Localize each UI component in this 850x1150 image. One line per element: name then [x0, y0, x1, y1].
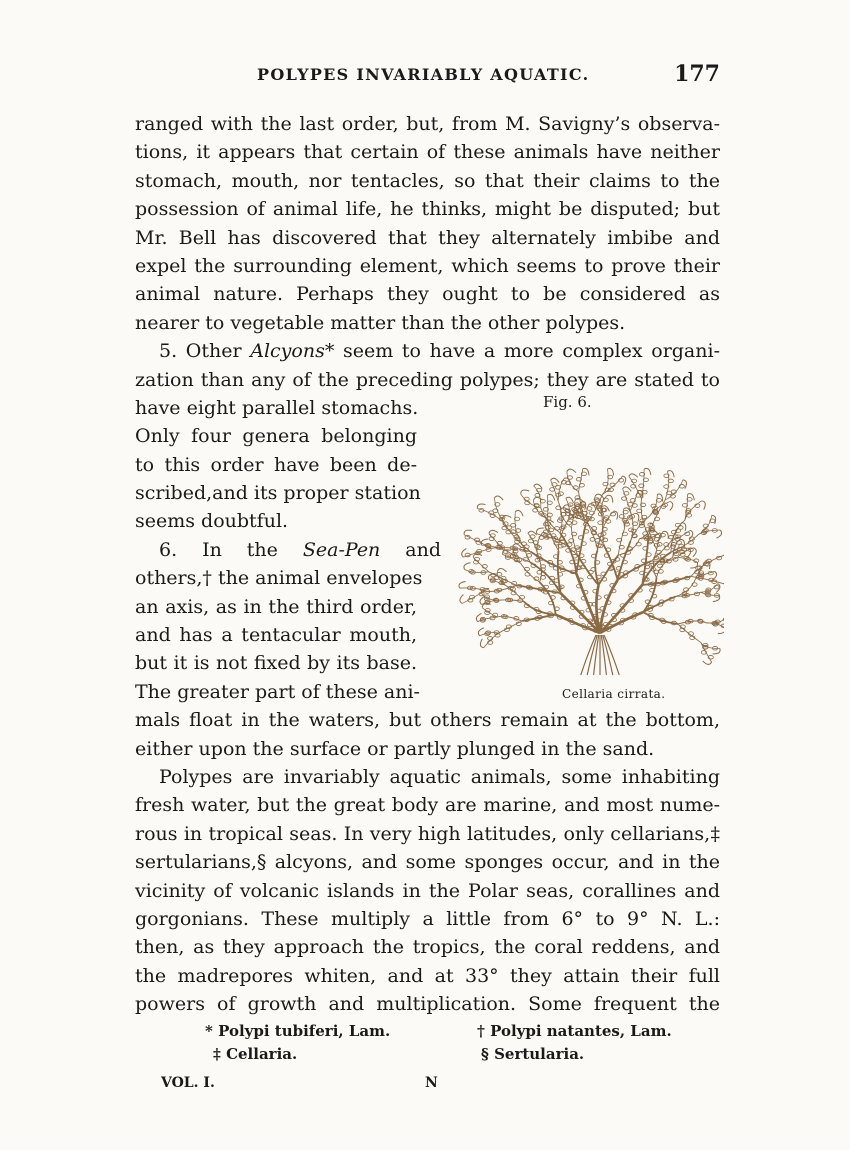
text-line: mals float in the waters, but others remain at the bottom,	[135, 709, 720, 732]
text-line: powers of growth and multiplication. Some frequent the	[135, 993, 720, 1016]
text-line: gorgonians. These multiply a little from 6° to 9° N. L.:	[135, 907, 720, 930]
text-line: Only four genera belonging	[135, 425, 417, 448]
coral-branch	[498, 621, 522, 633]
coral-tip	[464, 530, 472, 535]
coral-tip	[477, 504, 485, 508]
text-line: rous in tropical seas. In very high latitudes, only cellarians,‡	[135, 822, 720, 845]
text-line: expel the surrounding element, which seems to prove their	[135, 254, 720, 277]
coral-branch	[548, 519, 559, 550]
text-line: 5. Other Alcyons* seem to have a more complex organi-	[159, 340, 720, 363]
figure-6	[420, 393, 724, 708]
text-line: possession of animal life, he thinks, might be disputed; but	[135, 198, 720, 221]
coral-branch	[561, 593, 600, 633]
text-line: 6. In the Sea-Pen and	[159, 538, 441, 561]
coral-tip	[494, 496, 503, 500]
coral-branch	[678, 624, 701, 642]
coral-tip	[635, 513, 639, 521]
coral-branch	[517, 585, 561, 593]
text-line: stomach, mouth, nor tentacles, so that their claims to the	[135, 169, 720, 192]
footnote-section: § Sertularia.	[481, 1045, 585, 1063]
running-head	[135, 62, 720, 90]
coral-branch	[560, 533, 576, 574]
coral-branch	[521, 494, 541, 508]
text-line: others,† the animal envelopes	[135, 567, 423, 590]
figure-caption: Cellaria cirrata.	[562, 687, 666, 701]
coral-tip	[629, 474, 638, 477]
coral-tip	[521, 490, 530, 494]
coral-branch	[524, 602, 556, 615]
signature-line	[161, 1075, 461, 1095]
running-title: POLYPES INVARIABLY AQUATIC.	[257, 65, 590, 84]
coral-tip	[498, 568, 507, 571]
text-line: Mr. Bell has discovered that they alternately imbibe and	[135, 226, 720, 249]
text-line: either upon the surface or partly plunged in the sand.	[135, 737, 655, 760]
coral-tip	[713, 648, 720, 653]
paragraph-4	[135, 763, 720, 1019]
coral-tip	[681, 523, 685, 531]
coral-tip	[464, 563, 471, 570]
coral-branch	[462, 591, 484, 603]
footnote-double-dagger: ‡ Cellaria.	[213, 1045, 298, 1063]
coral-tip	[670, 501, 673, 510]
coral-tip	[688, 494, 695, 501]
text-line: but it is not fixed by its base.	[135, 652, 417, 675]
coral-tip	[567, 469, 576, 472]
coral-tip	[623, 487, 632, 491]
coral-branch	[567, 472, 579, 492]
coral-tip	[480, 639, 483, 648]
coral-tip	[690, 562, 697, 568]
coral-tip	[718, 628, 724, 634]
text-line: animal nature. Perhaps they ought to be considered as	[135, 283, 720, 306]
text-line: zation than any of the preceding polypes; they are stated to	[135, 368, 720, 391]
text-line: The greater part of these ani-	[135, 680, 420, 703]
text-line: to this order have been de-	[135, 453, 417, 476]
footnote-star: * Polypi tubiferi, Lam.	[205, 1022, 391, 1040]
text-line: then, as they approach the tropics, the coral reddens, and	[135, 936, 720, 959]
signature-mark: N	[425, 1075, 438, 1091]
coral-tip	[460, 594, 464, 603]
coral-tip	[473, 554, 482, 557]
page-number: 177	[674, 61, 720, 87]
text-line: vicinity of volcanic islands in the Polar seas, corallines and	[135, 879, 720, 902]
text-line: nearer to vegetable matter than the other polypes.	[135, 311, 626, 334]
text-line: sertularians,§ alcyons, and some sponges occur, and in the	[135, 851, 720, 874]
text-line: tions, it appears that certain of these animals have neither	[135, 141, 720, 164]
volume-mark: VOL. I.	[161, 1075, 215, 1091]
coral-tip	[703, 661, 712, 664]
figure-label: Fig. 6.	[543, 393, 592, 411]
coral-tip	[713, 595, 720, 601]
italic-term: Alcyons	[250, 340, 325, 363]
coral-tip	[489, 530, 498, 533]
coral-tip	[547, 494, 554, 500]
text-line: ranged with the last order, but, from M. Savigny’s observa-	[135, 113, 720, 135]
text-line: the madrepores whiten, and at 33° they attain their full	[135, 964, 720, 987]
coral-tip	[702, 501, 706, 510]
coral-tip	[459, 581, 466, 588]
text-line: Polypes are invariably aquatic animals, some inhabiting	[159, 765, 720, 788]
paragraph-1	[135, 110, 720, 337]
text-line: have eight parallel stomachs.	[135, 396, 419, 419]
text-line: scribed,and its proper station	[135, 482, 421, 505]
coral-tip	[515, 510, 523, 516]
coral-tip	[534, 484, 543, 489]
text-line: an axis, as in the third order,	[135, 595, 417, 618]
footnote-dagger: † Polypi natantes, Lam.	[477, 1022, 672, 1040]
text-line: and has a tentacular mouth,	[135, 624, 417, 647]
cellaria-illustration	[420, 411, 724, 683]
text-line: seems doubtful.	[135, 510, 289, 533]
coral-branch	[540, 582, 556, 615]
text-line: fresh water, but the great body are marine, and most nume-	[135, 794, 720, 817]
coral-tip	[623, 476, 626, 485]
italic-term: Sea-Pen	[302, 538, 381, 561]
coral-tip	[551, 478, 560, 482]
